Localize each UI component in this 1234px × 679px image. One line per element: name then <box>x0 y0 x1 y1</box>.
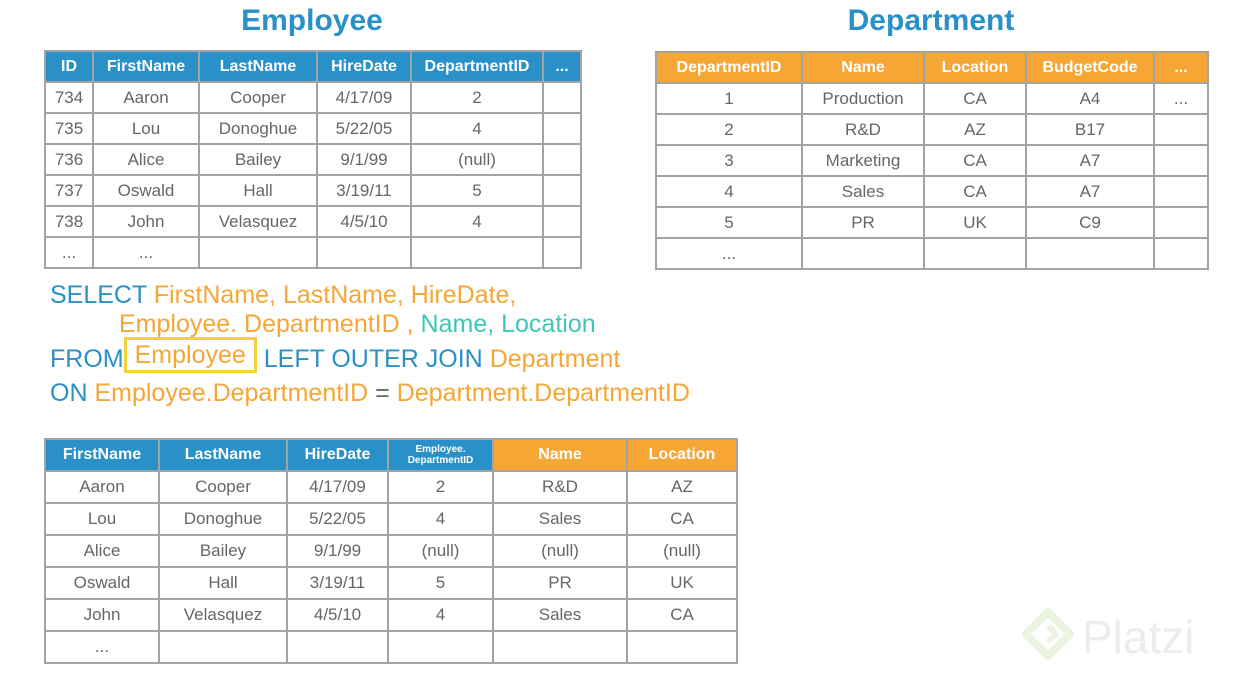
table-cell: Alice <box>45 535 159 567</box>
table-cell: 5 <box>411 175 543 206</box>
table-cell: A7 <box>1026 176 1154 207</box>
column-header: Employee. DepartmentID <box>388 439 493 471</box>
table-header-row <box>45 51 581 82</box>
table-cell: 2 <box>656 114 802 145</box>
column-header: LastName <box>159 439 287 471</box>
table-cell: Oswald <box>45 567 159 599</box>
table-cell <box>543 82 581 113</box>
column-header: ... <box>543 51 581 82</box>
table-cell: 4/5/10 <box>287 599 388 631</box>
column-header: Name <box>493 439 627 471</box>
table-cell: 735 <box>45 113 93 144</box>
table-cell: Lou <box>93 113 199 144</box>
table-cell: 734 <box>45 82 93 113</box>
table-header-row <box>656 52 1208 83</box>
table-cell <box>1026 238 1154 269</box>
table-cell <box>627 631 737 663</box>
table-cell: 9/1/99 <box>287 535 388 567</box>
table-cell: A7 <box>1026 145 1154 176</box>
sql-on-left: Employee.DepartmentID <box>94 379 369 407</box>
table-cell <box>411 237 543 268</box>
table-cell: 4/5/10 <box>317 206 411 237</box>
sql-keyword-from: FROM <box>50 345 124 373</box>
table-cell: 5 <box>656 207 802 238</box>
table-cell <box>159 631 287 663</box>
table-cell: Velasquez <box>199 206 317 237</box>
table-cell: 2 <box>388 471 493 503</box>
sql-keyword-on: ON <box>50 379 88 407</box>
table-cell <box>199 237 317 268</box>
table-cell: 3/19/11 <box>317 175 411 206</box>
table-cell: R&D <box>802 114 924 145</box>
table-row <box>45 471 737 503</box>
table-cell: 4 <box>411 206 543 237</box>
platzi-logo-icon <box>1018 606 1078 666</box>
table-cell: Alice <box>93 144 199 175</box>
table-cell: Bailey <box>159 535 287 567</box>
table-row <box>45 503 737 535</box>
table-cell: PR <box>802 207 924 238</box>
table-cell: 4/17/09 <box>287 471 388 503</box>
table-cell: Sales <box>802 176 924 207</box>
table-cell: Cooper <box>159 471 287 503</box>
table-cell: B17 <box>1026 114 1154 145</box>
table-cell: Donoghue <box>159 503 287 535</box>
table-cell <box>1154 238 1208 269</box>
table-cell: CA <box>924 145 1026 176</box>
table-cell: Oswald <box>93 175 199 206</box>
sql-select-dept-id: Employee. DepartmentID <box>119 310 400 338</box>
table-cell: 3/19/11 <box>287 567 388 599</box>
table-row <box>45 144 581 175</box>
table-cell: CA <box>924 176 1026 207</box>
watermark-text: Platzi <box>1082 611 1195 663</box>
column-header: Location <box>924 52 1026 83</box>
table-cell: AZ <box>627 471 737 503</box>
table-cell: 2 <box>411 82 543 113</box>
employee-table <box>44 50 582 269</box>
table-cell: CA <box>924 83 1026 114</box>
table-row <box>45 82 581 113</box>
column-header: FirstName <box>45 439 159 471</box>
column-header: HireDate <box>317 51 411 82</box>
table-cell: ... <box>93 237 199 268</box>
table-cell: Bailey <box>199 144 317 175</box>
table-row <box>45 113 581 144</box>
table-cell <box>802 238 924 269</box>
column-header: BudgetCode <box>1026 52 1154 83</box>
employee-title: Employee <box>241 4 383 37</box>
table-row <box>656 176 1208 207</box>
table-cell: Aaron <box>45 471 159 503</box>
table-cell: Marketing <box>802 145 924 176</box>
table-cell: Lou <box>45 503 159 535</box>
table-row <box>45 237 581 268</box>
table-cell <box>1154 114 1208 145</box>
table-cell: ... <box>45 237 93 268</box>
table-cell <box>1154 176 1208 207</box>
table-cell: John <box>93 206 199 237</box>
table-row <box>45 206 581 237</box>
table-cell <box>493 631 627 663</box>
table-cell: R&D <box>493 471 627 503</box>
sql-on-line <box>50 378 690 408</box>
table-cell <box>924 238 1026 269</box>
table-cell <box>388 631 493 663</box>
table-cell <box>1154 145 1208 176</box>
sql-keyword-select: SELECT <box>50 281 147 309</box>
table-row <box>45 631 737 663</box>
table-cell <box>543 113 581 144</box>
column-header: ID <box>45 51 93 82</box>
table-row <box>45 567 737 599</box>
table-cell: (null) <box>493 535 627 567</box>
column-header: HireDate <box>287 439 388 471</box>
table-cell: 4 <box>388 599 493 631</box>
table-cell: 5/22/05 <box>317 113 411 144</box>
sql-from-line <box>50 341 620 377</box>
table-cell: 4 <box>411 113 543 144</box>
table-cell: PR <box>493 567 627 599</box>
table-cell: John <box>45 599 159 631</box>
table-cell: ... <box>45 631 159 663</box>
table-cell: Hall <box>199 175 317 206</box>
table-cell: Velasquez <box>159 599 287 631</box>
table-cell: 736 <box>45 144 93 175</box>
table-row <box>45 175 581 206</box>
table-cell: Cooper <box>199 82 317 113</box>
table-cell: 738 <box>45 206 93 237</box>
table-cell: CA <box>627 503 737 535</box>
sql-on-right: Department.DepartmentID <box>396 379 690 407</box>
table-row <box>45 535 737 567</box>
table-cell: C9 <box>1026 207 1154 238</box>
table-header-row <box>45 439 737 471</box>
sql-keyword-join: LEFT OUTER JOIN <box>263 345 483 373</box>
table-row <box>656 83 1208 114</box>
table-row <box>656 238 1208 269</box>
result-table <box>44 438 738 664</box>
table-cell <box>543 175 581 206</box>
table-cell: Sales <box>493 503 627 535</box>
table-cell: Aaron <box>93 82 199 113</box>
table-cell: (null) <box>411 144 543 175</box>
sql-on-operator: = <box>375 379 390 407</box>
table-cell <box>543 237 581 268</box>
column-header: DepartmentID <box>656 52 802 83</box>
sql-join-table: Department <box>489 345 621 373</box>
sql-select-line-2 <box>119 309 596 339</box>
table-cell <box>543 206 581 237</box>
table-cell: 737 <box>45 175 93 206</box>
table-row <box>656 207 1208 238</box>
table-row <box>656 114 1208 145</box>
table-cell: Donoghue <box>199 113 317 144</box>
table-row <box>656 145 1208 176</box>
sql-select-columns: FirstName, LastName, HireDate, <box>153 281 517 309</box>
table-cell: UK <box>627 567 737 599</box>
table-cell: 4 <box>388 503 493 535</box>
table-cell <box>287 631 388 663</box>
table-cell: ... <box>1154 83 1208 114</box>
table-cell: ... <box>656 238 802 269</box>
sql-comma: , <box>399 310 421 338</box>
department-table <box>655 51 1209 270</box>
table-cell: 5/22/05 <box>287 503 388 535</box>
platzi-watermark <box>1018 606 1218 666</box>
table-cell: 5 <box>388 567 493 599</box>
table-cell: Hall <box>159 567 287 599</box>
table-cell: UK <box>924 207 1026 238</box>
table-cell <box>317 237 411 268</box>
table-cell <box>1154 207 1208 238</box>
column-header: Name <box>802 52 924 83</box>
table-cell: AZ <box>924 114 1026 145</box>
column-header: ... <box>1154 52 1208 83</box>
sql-select-line <box>50 280 516 310</box>
department-title: Department <box>847 4 1015 37</box>
table-cell: Sales <box>493 599 627 631</box>
table-row <box>45 599 737 631</box>
column-header: Location <box>627 439 737 471</box>
sql-from-table-highlight: Employee <box>124 337 257 373</box>
table-cell: Production <box>802 83 924 114</box>
table-cell: 3 <box>656 145 802 176</box>
column-header: LastName <box>199 51 317 82</box>
table-cell: CA <box>627 599 737 631</box>
table-cell: 1 <box>656 83 802 114</box>
table-cell <box>543 144 581 175</box>
table-cell: 4 <box>656 176 802 207</box>
table-cell: 4/17/09 <box>317 82 411 113</box>
sql-select-dept-columns: Name, Location <box>420 310 596 338</box>
table-cell: 9/1/99 <box>317 144 411 175</box>
table-cell: (null) <box>388 535 493 567</box>
column-header: DepartmentID <box>411 51 543 82</box>
table-cell: A4 <box>1026 83 1154 114</box>
table-cell: (null) <box>627 535 737 567</box>
column-header: FirstName <box>93 51 199 82</box>
